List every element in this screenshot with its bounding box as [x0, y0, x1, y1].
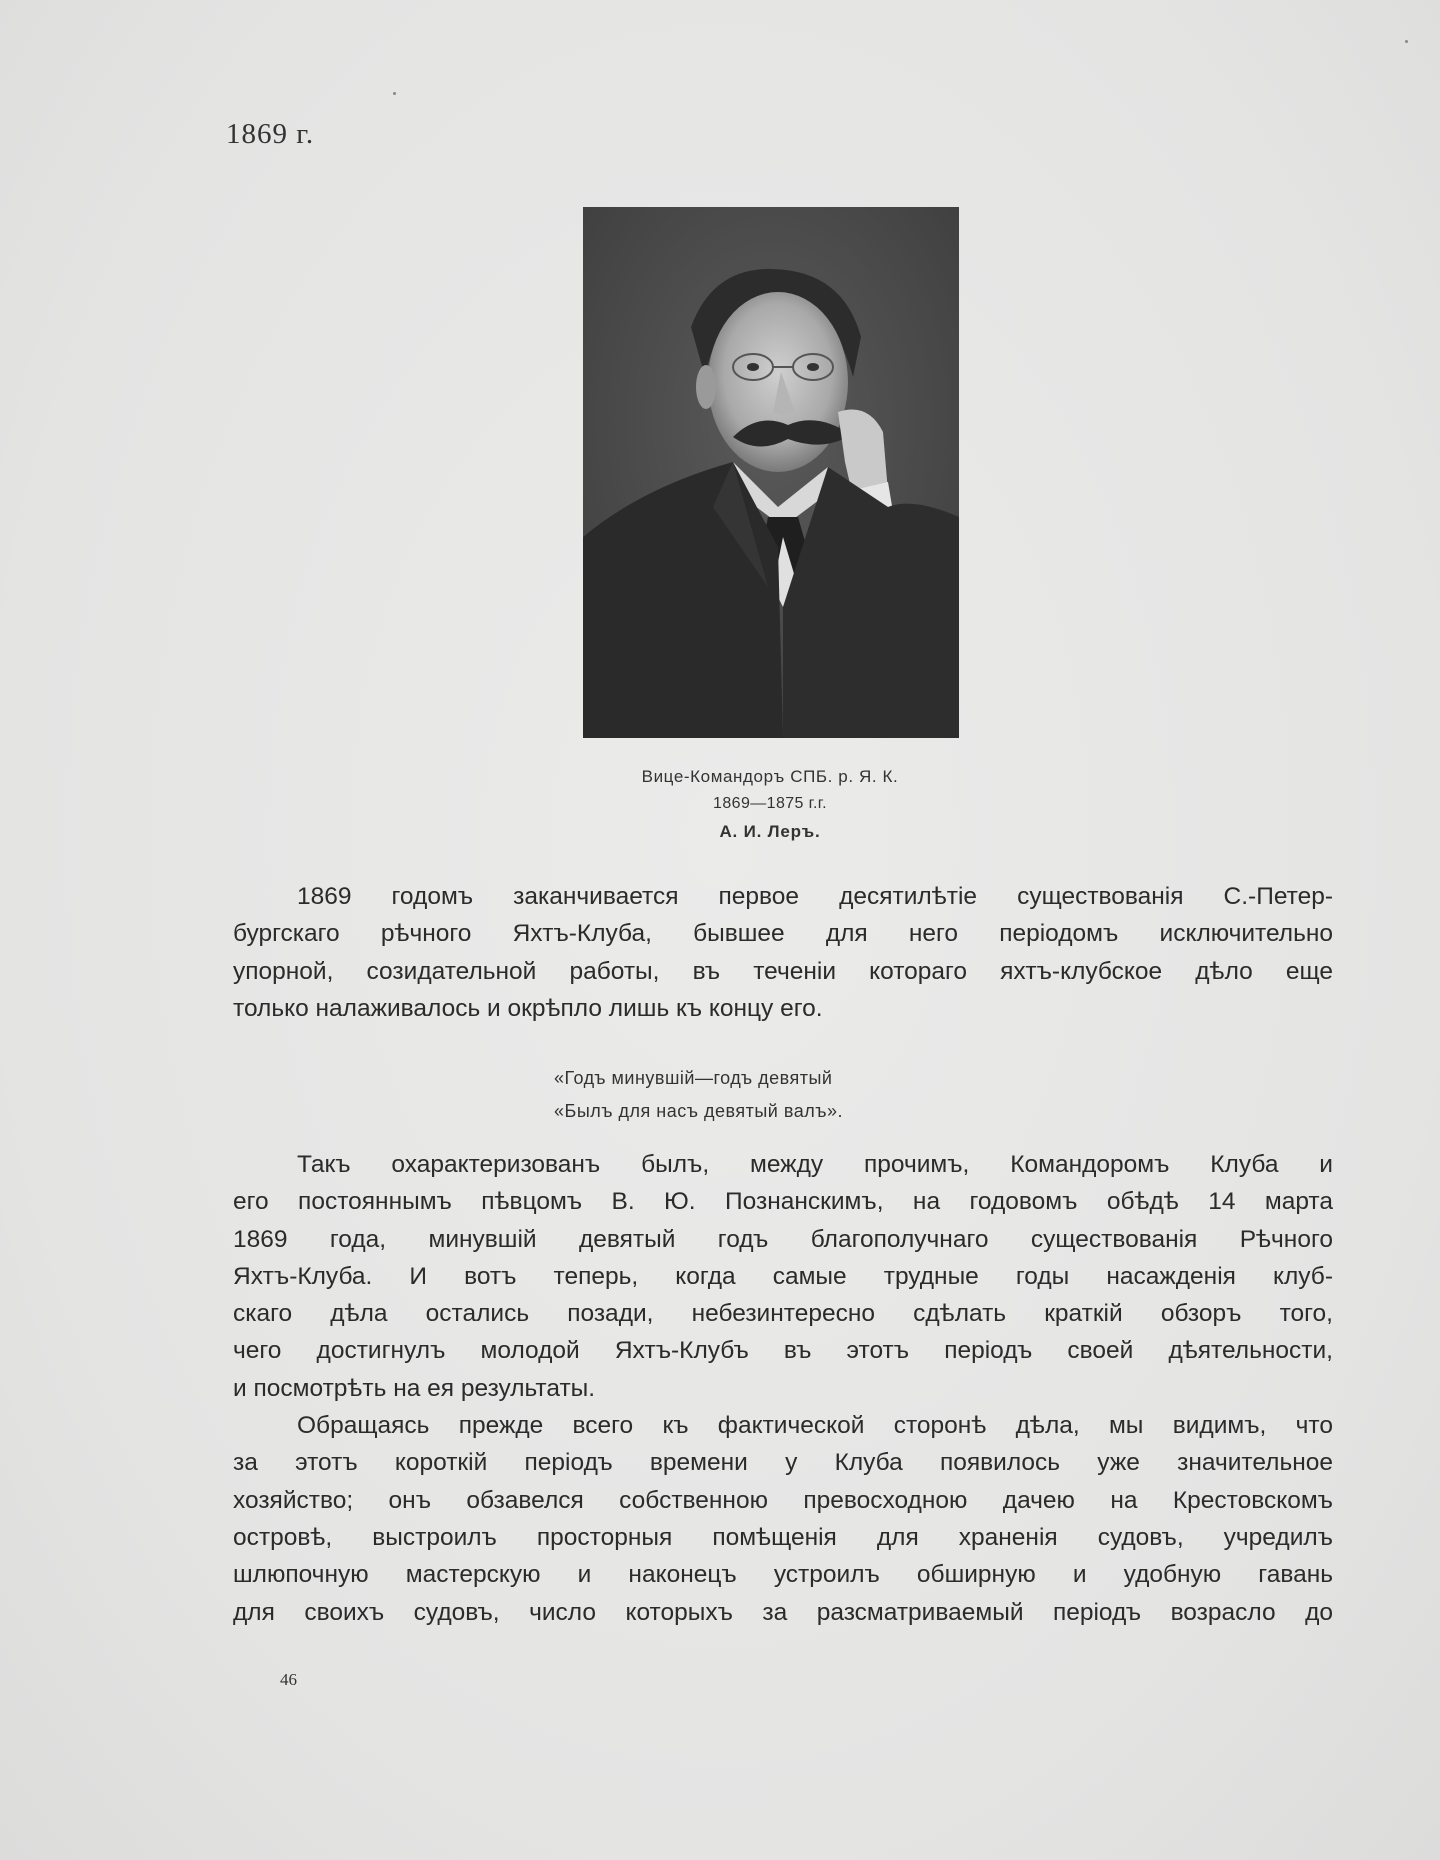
- page-number: 46: [280, 1670, 297, 1689]
- quote-line: «Годъ минувшій—годъ девятый: [554, 1068, 833, 1088]
- text-line: Такъ охарактеризованъ былъ, между прочимъ, Командоромъ Клуба и: [297, 1151, 1333, 1178]
- quote-line: «Былъ для насъ девятый валъ».: [554, 1101, 843, 1121]
- text-line: для своихъ судовъ, число которыхъ за разсматриваемый періодъ возрасло до: [233, 1598, 1333, 1626]
- print-speck: [1405, 40, 1408, 43]
- paragraph-2: [233, 1146, 1333, 1631]
- text-line: 1869 года, минувшій девятый годъ благополучнаго существованія Рѣчного: [233, 1225, 1333, 1253]
- text-line: Яхтъ-Клуба. И вотъ теперь, когда самые трудные годы насажденія клуб-: [233, 1262, 1333, 1290]
- photo-caption-title: Вице-Командоръ СПБ. р. Я. К.: [641, 767, 899, 786]
- text-line: и посмотрѣть на ея результаты.: [233, 1374, 596, 1402]
- photo-caption-name: А. И. Леръ.: [719, 822, 821, 841]
- portrait-image: [583, 207, 959, 738]
- text-line: его постояннымъ пѣвцомъ В. Ю. Познанскимъ, на годовомъ обѣдѣ 14 марта: [233, 1188, 1333, 1216]
- text-line: бургскаго рѣчного Яхтъ-Клуба, бывшее для него періодомъ исключительно: [233, 920, 1333, 948]
- page-header-year: 1869 г.: [226, 118, 315, 150]
- text-line: островѣ, выстроилъ просторныя помѣщенія для храненія судовъ, учредилъ: [233, 1523, 1333, 1551]
- text-line: 1869 годомъ заканчивается первое десятилѣтіе существованія С.-Петер-: [297, 883, 1333, 910]
- text-line: только налаживалось и окрѣпло лишь къ концу его.: [233, 994, 823, 1022]
- text-line: за этотъ короткій періодъ времени у Клуба появилось уже значительное: [233, 1449, 1333, 1477]
- text-line: упорной, созидательной работы, въ теченіи котораго яхтъ-клубское дѣло еще: [233, 957, 1333, 985]
- paragraph-1: [233, 878, 1333, 1027]
- print-speck: [393, 92, 396, 95]
- photo-caption-years: 1869—1875 г.г.: [713, 795, 827, 812]
- portrait-photo: [583, 207, 959, 738]
- text-line: чего достигнулъ молодой Яхтъ-Клубъ въ этотъ періодъ своей дѣятельности,: [233, 1337, 1333, 1365]
- verse-quote: [554, 1062, 843, 1128]
- text-line: шлюпочную мастерскую и наконецъ устроилъ обширную и удобную гавань: [233, 1561, 1333, 1589]
- text-line: скаго дѣла остались позади, небезинтересно сдѣлать краткій обзоръ того,: [233, 1300, 1333, 1328]
- text-line: хозяйство; онъ обзавелся собственною превосходною дачею на Крестовскомъ: [233, 1486, 1333, 1514]
- text-line: Обращаясь прежде всего къ фактической сторонѣ дѣла, мы видимъ, что: [297, 1412, 1333, 1440]
